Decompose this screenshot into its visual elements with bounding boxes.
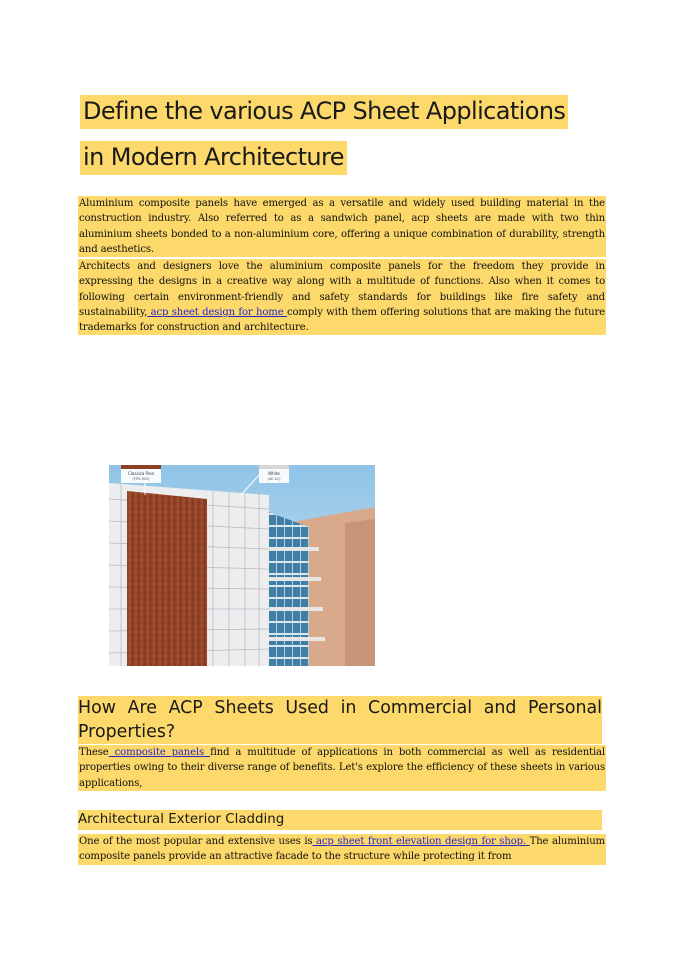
acp-sheet-front-elevation-link[interactable]: acp sheet front elevation design for shop.	[312, 836, 530, 847]
title-line-1: Define the various ACP Sheet Applications	[80, 95, 568, 129]
page-title	[80, 88, 620, 180]
section-1-paragraph	[78, 745, 606, 791]
tag-1-name: Classica Pine	[128, 471, 154, 476]
section-2-paragraph	[78, 834, 606, 865]
section-2-text-end: The aluminium composite panels provide an attractive facade to the structure while protecting it from	[79, 836, 605, 863]
composite-panels-link[interactable]: composite panels	[108, 747, 211, 758]
section-heading-exterior-cladding: Architectural Exterior Cladding	[78, 810, 602, 830]
tag-2-name: White	[268, 471, 280, 476]
section-2-text: One of the most popular and extensive uses is	[79, 836, 313, 847]
acp-sheet-design-for-home-link[interactable]: acp sheet design for home	[147, 306, 287, 318]
intro-paragraph-2-text: Architects and designers love the aluminium composite panels for the freedom they provide in expressing the designs in a creative way along with a multitude of functions. Also when it comes to following certain environment-friendly and safety standards for buildings like fire safety and sustainability,	[79, 261, 605, 318]
section-heading-commercial-personal: How Are ACP Sheets Used in Commercial and Personal Properties?	[78, 698, 602, 742]
building-facade-photo	[109, 465, 375, 666]
tag-1-code: (FPS-903)	[132, 477, 150, 481]
section-1-text-end: find a multitude of applications in both commercial as well as residential properties owing to their diverse range of benefits. Let's explore the efficiency of these sheets in various applications,	[79, 747, 605, 789]
intro-paragraph-2	[78, 259, 606, 335]
intro-paragraph-1: Aluminium composite panels have emerged as a versatile and widely used building material in the construction industry. Also referred to as a sandwich panel, acp sheets are made with two thin aluminium sheets bonded to a non-aluminium core, offering a unique combination of durability, strength and aesthetics.	[78, 196, 606, 257]
tag-2-code: (AE-01)	[267, 477, 281, 481]
material-tag-classica-pine	[121, 465, 161, 483]
material-tag-white	[259, 465, 289, 483]
intro-paragraph-2-text-end: comply with them offering solutions that are making the future trademarks for construction and architecture.	[79, 306, 605, 334]
title-line-2: in Modern Architecture	[80, 141, 347, 175]
section-1-text: These	[79, 747, 109, 758]
